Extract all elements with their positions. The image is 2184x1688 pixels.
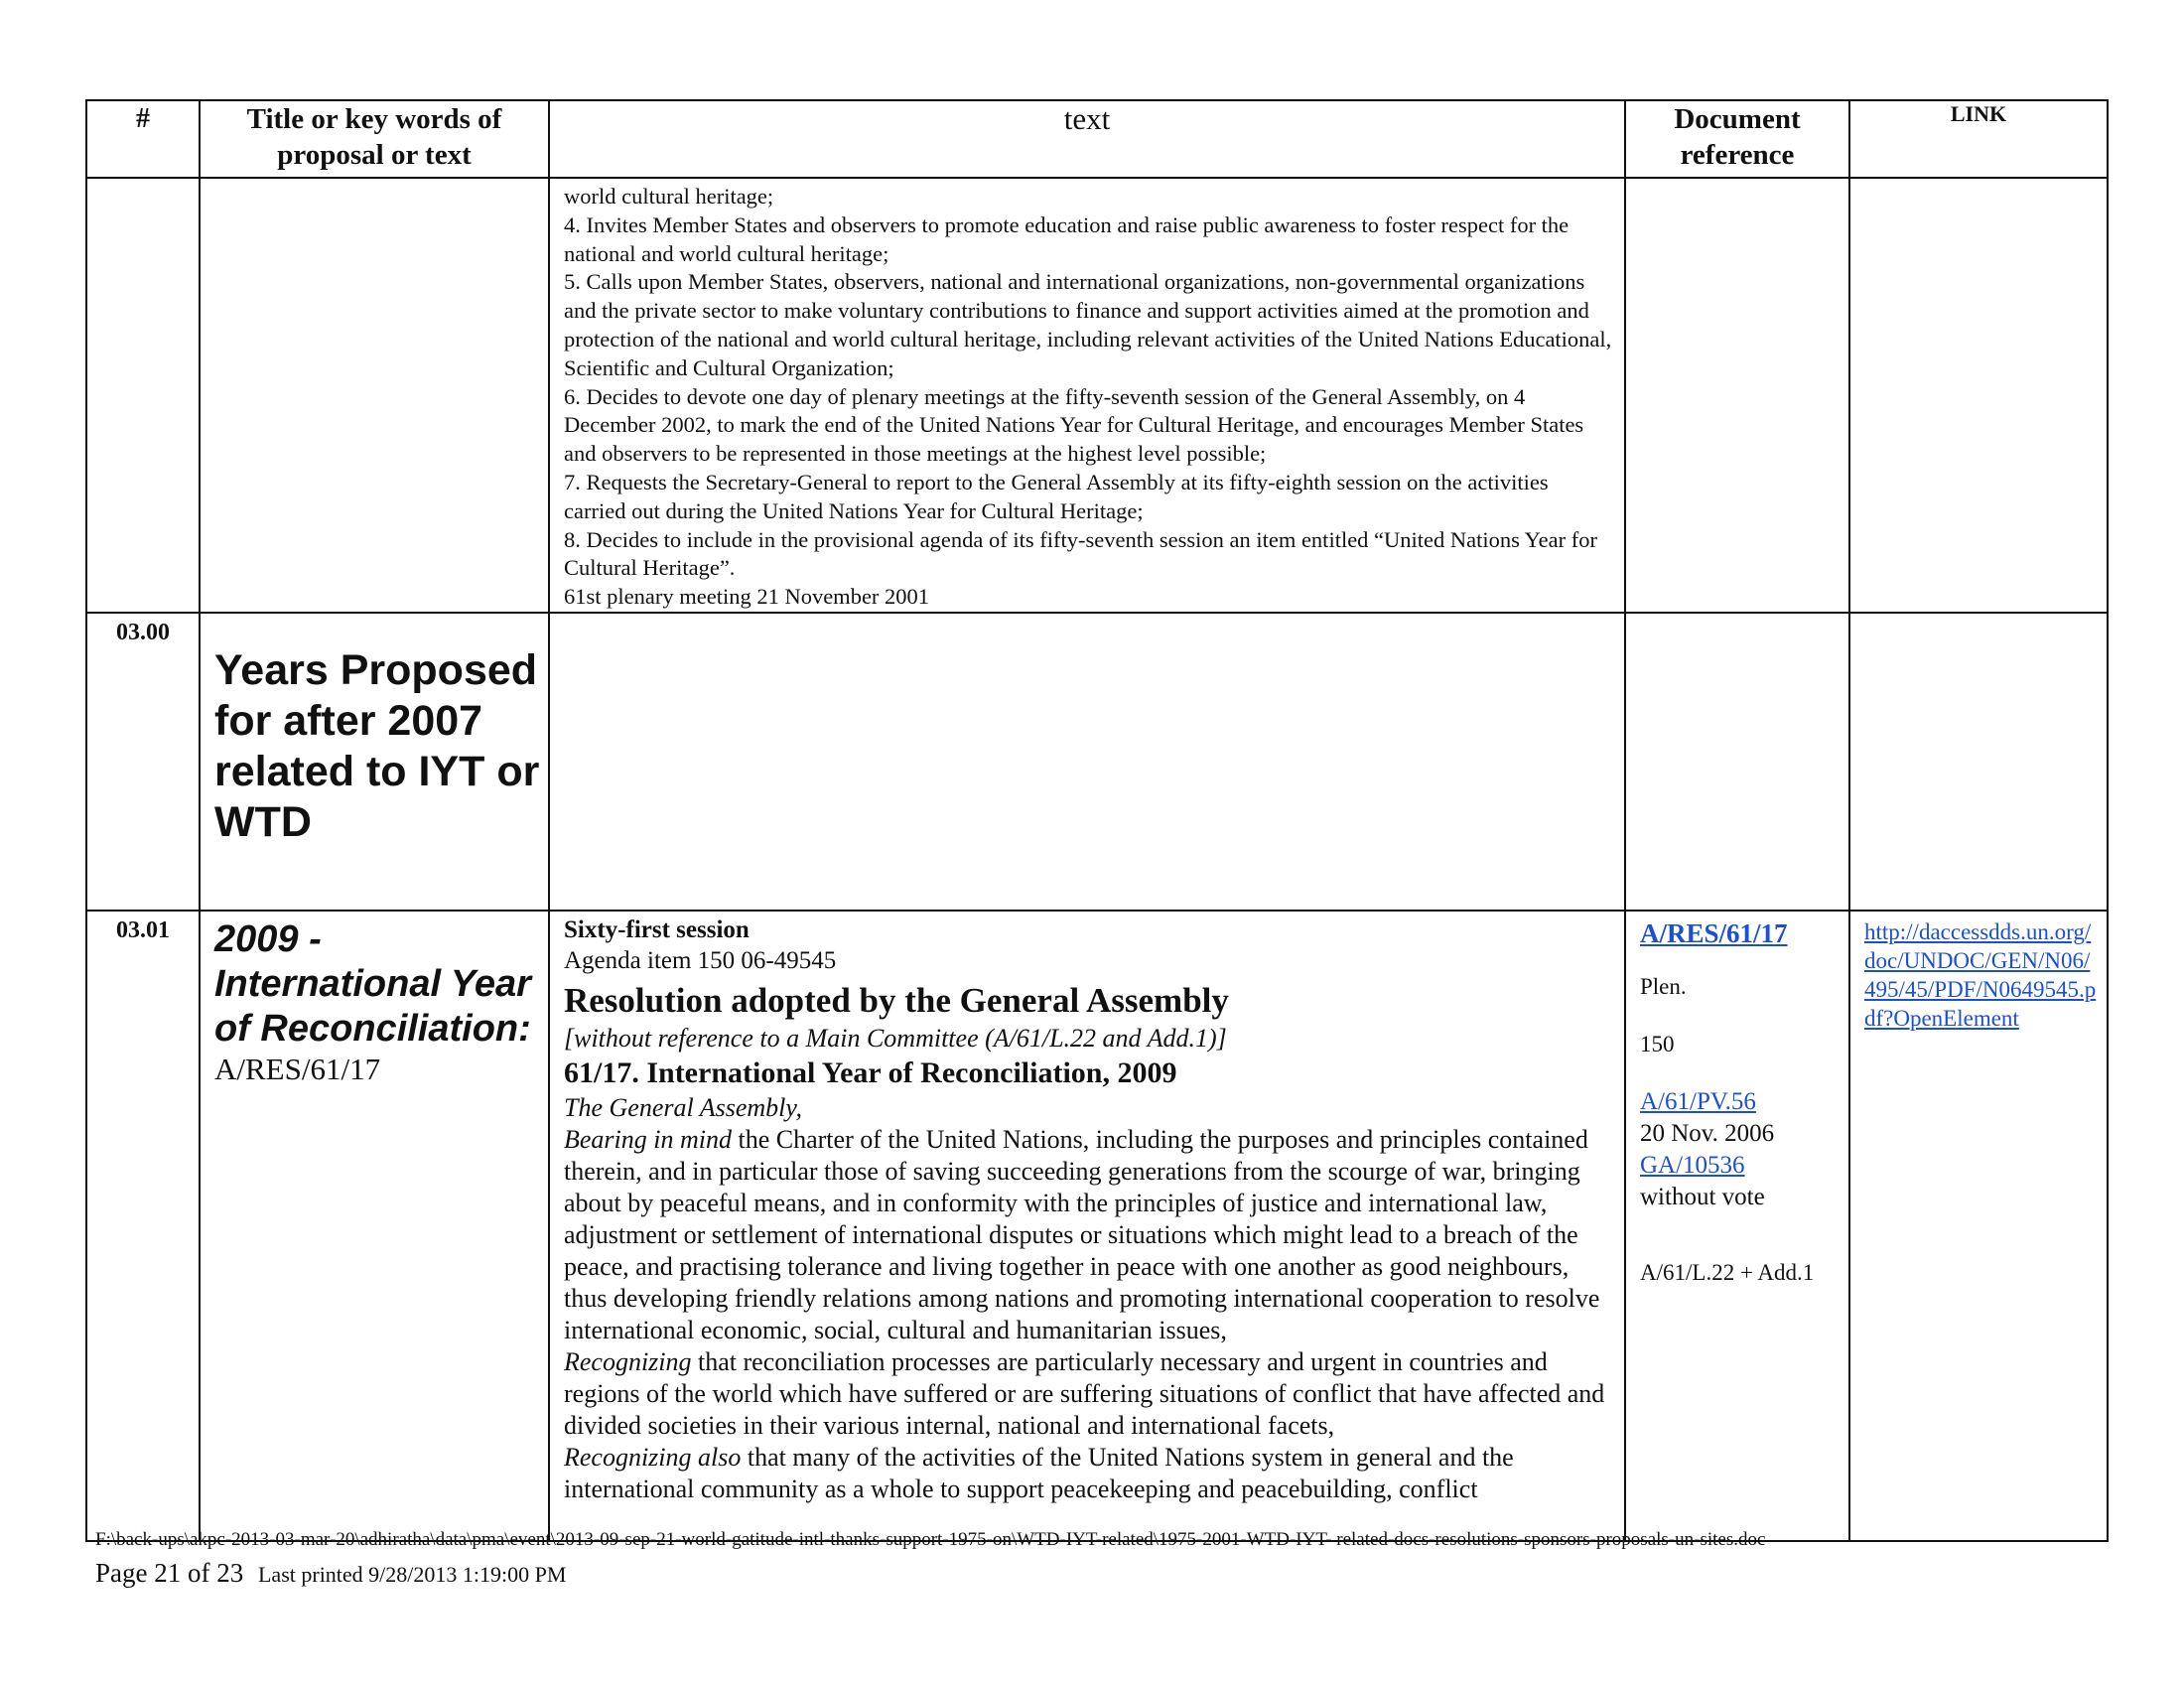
proposal-reference: A/RES/61/17 (214, 1051, 381, 1086)
row-number-cell (86, 178, 200, 613)
row-link-cell (1849, 178, 2108, 613)
row-reference-cell (1625, 178, 1849, 613)
document-url-link[interactable]: http://daccessdds.un.org/doc/UNDOC/GEN/N06/495/45/PDF/N0649545.pdf?OpenElement (1849, 911, 2108, 1541)
row-number: 03.01 (86, 911, 200, 1541)
row-text-cell (549, 613, 1625, 911)
footer-page-info (95, 1558, 566, 1589)
paragraph-lead: Bearing in mind (564, 1124, 732, 1154)
row-link-cell (1849, 613, 2108, 911)
resolution-reference-link[interactable]: A/RES/61/17 (1640, 917, 1788, 948)
resolution-subheading: [without reference to a Main Committee (A/61/L.22 and Add.1)] (564, 1023, 1227, 1053)
resolution-heading: Resolution adopted by the General Assembly (564, 980, 1229, 1020)
resolution-paragraph (564, 1346, 1614, 1442)
table-row (86, 911, 2108, 1541)
header-text: text (549, 100, 1625, 178)
press-release-link[interactable]: GA/10536 (1640, 1151, 1745, 1179)
paragraph-body: that many of the activities of the United Nations system in general and the international community as a whole to support peacekeeping and peacebuilding, conflict (564, 1442, 1514, 1503)
text-line: 61st plenary meeting 21 November 2001 (564, 584, 930, 610)
resolution-paragraph (564, 1124, 1614, 1346)
text-line: 7. Requests the Secretary-General to report to the General Assembly at its fifty-eighth session on the activities carried out during the United Nations Year for Cultural Heritage; (564, 469, 1549, 523)
row-number: 03.00 (86, 613, 200, 911)
text-line: 6. Decides to devote one day of plenary meetings at the fifty-seventh session of the General Assembly, on 4 December 2002, to mark the end of the United Nations Year for Cultural Heritage, and encourages Member States and observers to be represented in those meetings at the highest level possible; (564, 383, 1584, 467)
section-title: Years Proposed for after 2007 related to IYT or WTD (200, 613, 549, 911)
page-number: Page 21 of 23 (95, 1558, 244, 1588)
header-number: # (86, 100, 200, 178)
session-label: Sixty-first session (564, 915, 750, 943)
resolution-addressee: The General Assembly, (564, 1092, 802, 1122)
row-title-cell (200, 178, 549, 613)
document-reference-cell (1625, 911, 1849, 1541)
plenary-record-link[interactable]: A/61/PV.56 (1640, 1087, 1756, 1115)
resolution-title: 61/17. International Year of Reconciliation, 2009 (564, 1055, 1177, 1089)
paragraph-lead: Recognizing also (564, 1442, 742, 1472)
last-printed: Last printed 9/28/2013 1:19:00 PM (257, 1562, 567, 1587)
header-document-reference: Document reference (1625, 100, 1849, 178)
paragraph-body: the Charter of the United Nations, including the purposes and principles contained therein, and in particular those of saving succeeding generations from the scourge of war, bringing about by peaceful means, and in conformity with the principles of justice and international law, adjustment or settlement of international disputes or situations which might lead to a breach of the peace, and practising tolerance and living together in peace with one another as good neighbours, thus developing friendly relations among nations and promoting international cooperation to resolve international economic, social, cultural and humanitarian issues, (564, 1124, 1600, 1344)
proposal-title-cell (200, 911, 549, 1541)
plenary-label: Plen. (1640, 973, 1687, 999)
row-reference-cell (1625, 613, 1849, 911)
draft-reference: A/61/L.22 + Add.1 (1640, 1259, 1815, 1285)
header-title: Title or key words of proposal or text (200, 100, 549, 178)
table-header-row (86, 100, 2108, 178)
table-row (86, 178, 2108, 613)
text-line: world cultural heritage; (564, 184, 774, 209)
adoption-date: 20 Nov. 2006 (1640, 1119, 1775, 1147)
document-table (85, 99, 2109, 1542)
text-line: 8. Decides to include in the provisional agenda of its fifty-seventh session an item entitled “United Nations Year for Cultural Heritage”. (564, 526, 1598, 581)
paragraph-lead: Recognizing (564, 1346, 692, 1376)
resolution-text-cell (549, 911, 1625, 1541)
text-line: 5. Calls upon Member States, observers, national and international organizations, non-governmental organizations and the private sector to make voluntary contributions to finance and support activities aimed at the promotion and protection of the national and world cultural heritage, including relevant activities of the United Nations Educational, Scientific and Cultural Organization; (564, 269, 1612, 380)
proposal-title: 2009 - International Year of Reconciliation: (214, 917, 531, 1050)
footer-file-path: F:\back-ups\akpc-2013-03-mar-20\adhiratha\data\pma\event\2013-09-sep-21-world-gatitude-intl-thanks-support-1975-on\WTD-IYT-related\1975-2001-WTD-IYT- related-docs-resolutions-sponsors-proposals-un-sites.doc (95, 1529, 1766, 1550)
paragraph-body: that reconciliation processes are particularly necessary and urgent in countries and regions of the world which have suffered or are suffering situations of conflict that have affected and divided societies in their various internal, national and international facets, (564, 1346, 1605, 1440)
agenda-item: Agenda item 150 06-49545 (564, 946, 837, 974)
vote-status: without vote (1640, 1183, 1765, 1210)
resolution-paragraph (564, 1442, 1614, 1505)
resolution-continuation-text (549, 178, 1625, 613)
agenda-number: 150 (1640, 1031, 1675, 1056)
table-row (86, 613, 2108, 911)
text-line: 4. Invites Member States and observers to promote education and raise public awareness to foster respect for the national and world cultural heritage; (564, 211, 1570, 266)
header-link: LINK (1849, 100, 2108, 178)
